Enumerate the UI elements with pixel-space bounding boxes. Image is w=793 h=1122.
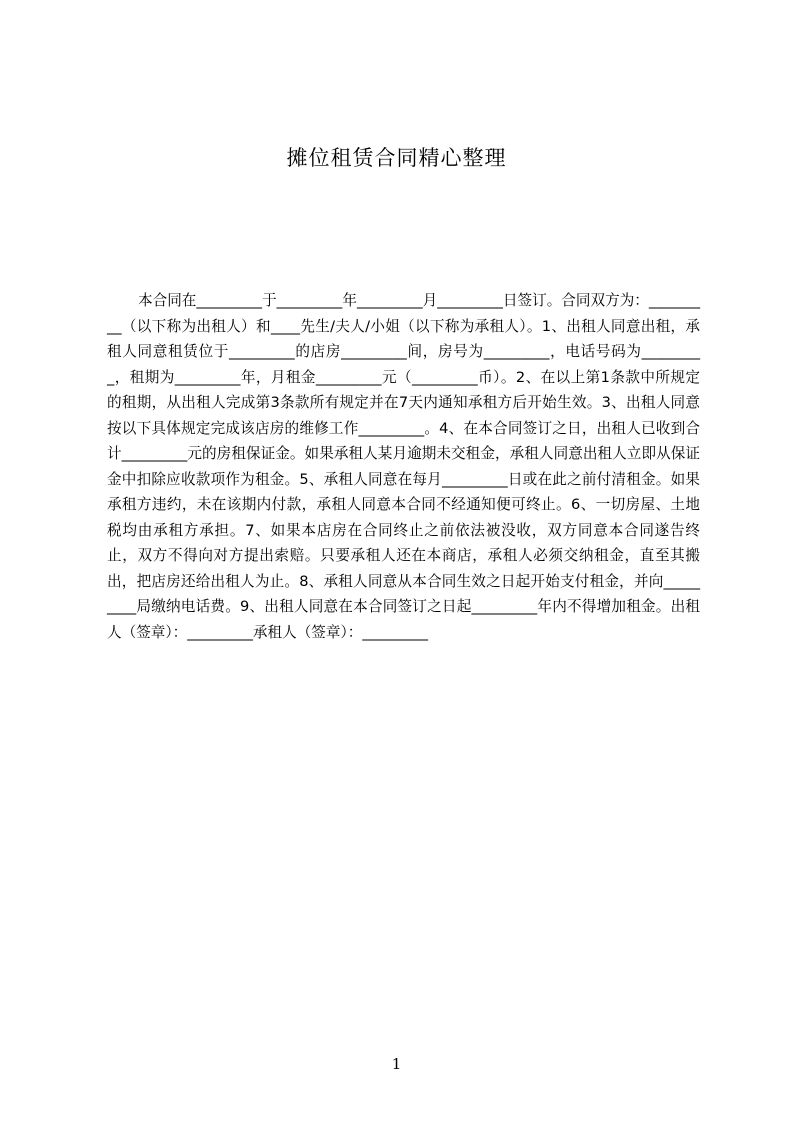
- document-title: 摊位租赁合同精心整理: [286, 146, 507, 170]
- contract-text: 本合同在_________于_________年_________月_________日签订。合同双方为：_________（以下称为出租人）和____先生/夫人/小姐（以下称为承租人）。1、出租人同意出租，承租人同意租赁位于_________的店房_________间，房号为_________，电话号码为_________，租期为_________年，月租金_________元（_________币）。2、在以上第1条款中所规定的租期，从出租人完成第3条款所有规定并在7天内通知承租方后开始生效。3、出租人同意按以下具体规定完成该店房的维修工作_________。4、在本合同签订之日，出租人已收到合计_________元的房租保证金。如果承租人某月逾期未交租金，承租人同意出租人立即从保证金中扣除应收款项作为租金。5、承租人同意在每月_________日或在此之前付清租金。如果承租方违约，未在该期内付款，承租人同意本合同不经通知便可终止。6、一切房屋、土地税均由承租方承担。7、如果本店房在合同终止之前依法被没收，双方同意本合同遂告终止，双方不得向对方提出索赔。只要承租人还在本商店，承租人必须交纳租金，直至其搬出，把店房还给出租人为止。8、承租人同意从本合同生效之日起开始支付租金，并向_________局缴纳电话费。9、出租人同意在本合同签订之日起_________年内不得增加租金。出租人（签章）：_________承租人（签章）：_________: [107, 292, 700, 641]
- page-number: 1: [391, 1055, 402, 1073]
- contract-body: [107, 288, 700, 645]
